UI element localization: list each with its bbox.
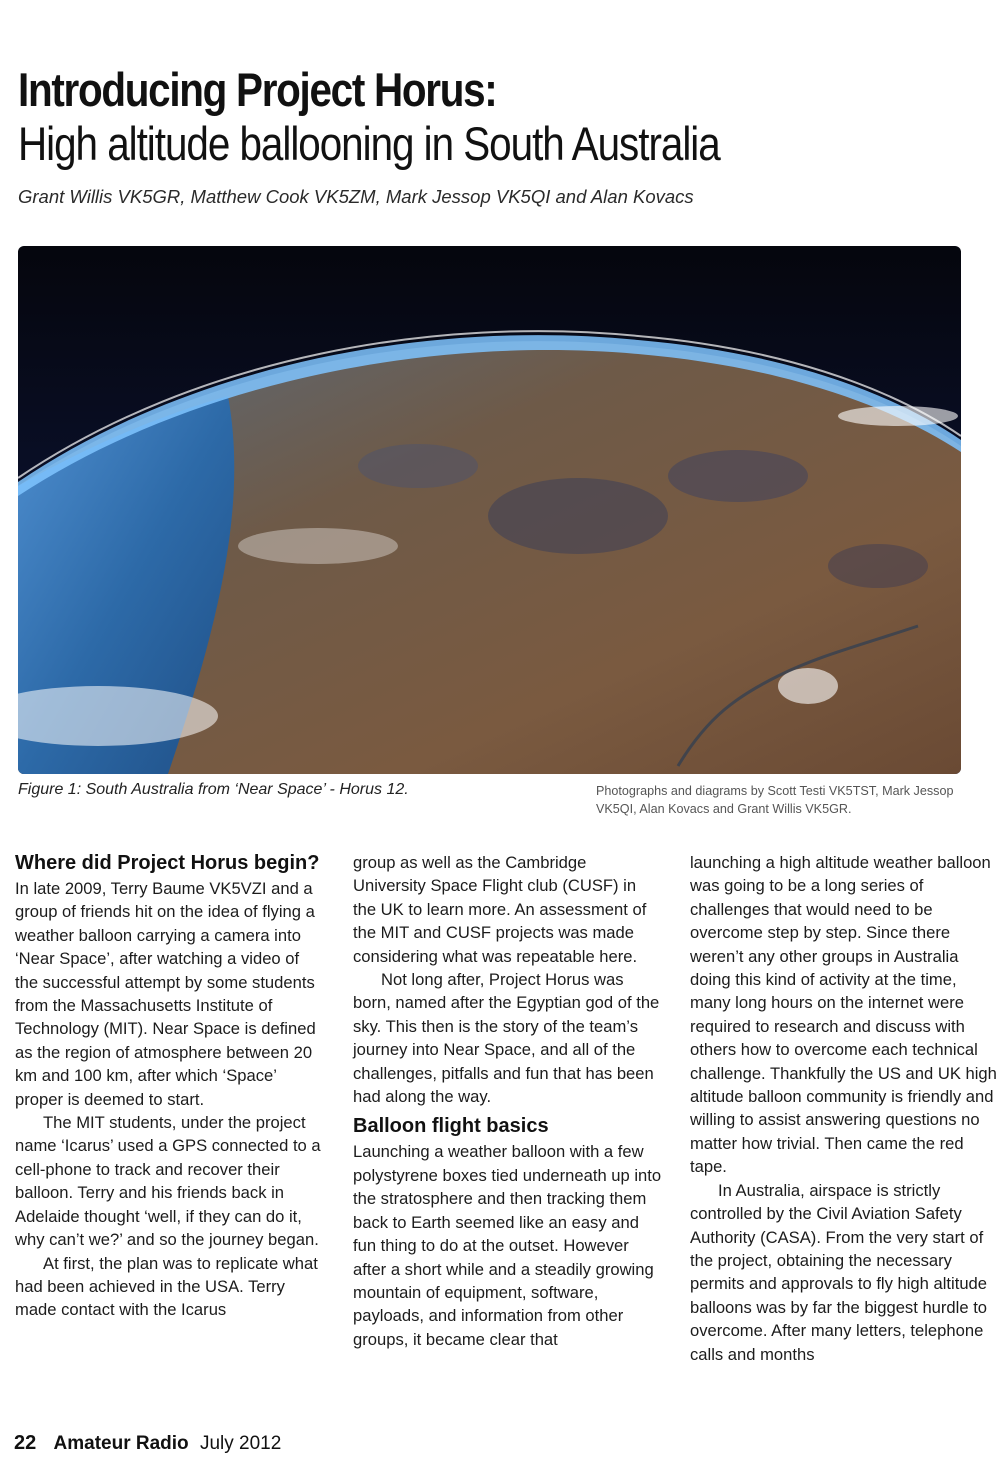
paragraph: At first, the plan was to replicate what had been achieved in the USA. Terry made contact with the Icarus xyxy=(15,1253,318,1320)
page-number: 22 xyxy=(14,1432,37,1454)
earth-from-near-space-photo xyxy=(18,246,961,774)
issue-date: July 2012 xyxy=(199,1433,282,1454)
article-authors: Grant Willis VK5GR, Matthew Cook VK5ZM, Mark Jessop VK5QI and Alan Kovacs xyxy=(18,186,694,207)
article-title: Introducing Project Horus: xyxy=(18,63,497,116)
article-column-2 xyxy=(353,851,663,1351)
paragraph: group as well as the Cambridge University Space Flight club (CUSF) in the UK to learn more. An assessment of the MIT and CUSF projects was made considering what was repeatable here. xyxy=(353,853,647,966)
article-column-3 xyxy=(690,851,1000,1366)
paragraph: Not long after, Project Horus was born, named after the Egyptian god of the sky. This then is the story of the team’s journey into Near Space, and all of the challenges, pitfalls and fun that has been had along the way. xyxy=(353,970,660,1107)
paragraph: Launching a weather balloon with a few polystyrene boxes tied underneath up into the stratosphere and then tracking them back to Earth seemed like an easy and fun thing to do at the outset. However after a short while and a steadily growing mountain of equipment, software, payloads, and information from other groups, it became clear that xyxy=(353,1142,662,1349)
article-column-1 xyxy=(15,851,325,1322)
section-heading: Balloon flight basics xyxy=(353,1115,549,1138)
paragraph: launching a high altitude weather balloon was going to be a long series of challenges that would need to be overcome step by step. Since there weren’t any other groups in Australia doing this kind of activity at the time, many long hours on the internet were required to research and discuss with others how to overcome each technical challenge. Thankfully the US and UK high altitude balloon community is friendly and willing to assist answering questions no matter how trivial. Then came the red tape. xyxy=(690,853,997,1177)
section-heading: Where did Project Horus begin? xyxy=(15,852,320,874)
figure-caption: Figure 1: South Australia from ‘Near Space’ - Horus 12. xyxy=(18,781,409,798)
article-subtitle: High altitude ballooning in South Australia xyxy=(18,117,720,170)
page-footer xyxy=(14,1432,281,1455)
magazine-name: Amateur Radio xyxy=(53,1433,189,1454)
paragraph: In Australia, airspace is strictly controlled by the Civil Aviation Safety Authority (CASA). From the very start of the project, obtaining the necessary permits and approvals to fly high altitude balloons was by far the biggest hurdle to overcome. After many letters, telephone calls and months xyxy=(690,1180,988,1364)
paragraph: The MIT students, under the project name ‘Icarus’ used a GPS connected to a cell-phone to track and recover their balloon. Terry and his friends back in Adelaide thought ‘well, if they can do it, why can’t we?’ and so the journey began. xyxy=(15,1113,321,1250)
paragraph: In late 2009, Terry Baume VK5VZI and a group of friends hit on the idea of flying a weather balloon carrying a camera into ‘Near Space’, after watching a video of the successful attempt by some students from the Massachusetts Institute of Technology (MIT). Near Space is defined as the region of atmosphere between 20 km and 100 km, after which ‘Space’ proper is deemed to start. xyxy=(15,879,316,1109)
photo-credit: Photographs and diagrams by Scott Testi VK5TST, Mark Jessop VK5QI, Alan Kovacs and Grant Willis VK5GR. xyxy=(596,784,954,816)
